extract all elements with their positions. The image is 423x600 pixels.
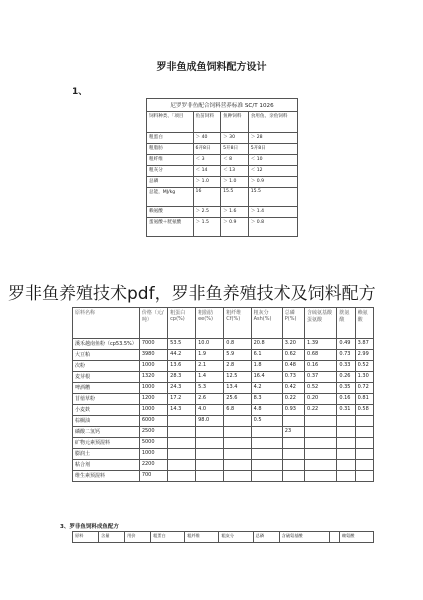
table-cell: 粗脂肪	[147, 144, 194, 155]
table-cell	[282, 438, 304, 449]
table-cell: 7000	[139, 339, 167, 350]
table-header-cell: 粗纤维	[185, 532, 219, 543]
table-cell: 14.3	[168, 405, 196, 416]
table-cell	[305, 460, 337, 471]
table-row	[147, 177, 298, 188]
table-header-row	[73, 532, 374, 543]
table-cell	[337, 416, 355, 427]
table-cell: 麦芽根	[73, 372, 140, 383]
table-cell: 0.72	[355, 383, 373, 394]
table-row	[73, 372, 374, 383]
section-number-1: 1、	[72, 87, 88, 97]
table-header-row	[73, 308, 374, 339]
table-cell: 矿物元素预混料	[73, 438, 140, 449]
table-cell: 4.2	[251, 383, 282, 394]
table-row	[73, 460, 374, 471]
table-cell	[337, 449, 355, 460]
table-cell: 维生素预混料	[73, 471, 140, 482]
table-caption: 尼罗罗非鱼配合饲料营养标准 SC/T 1026	[147, 99, 298, 112]
table-header-cell: 原料名称	[73, 308, 140, 339]
table-cell: 0.52	[305, 383, 337, 394]
table-cell	[168, 427, 196, 438]
table-cell: 53.5	[168, 339, 196, 350]
table-cell: 5.9	[224, 350, 251, 361]
table-cell: 0.5	[251, 416, 282, 427]
table-cell	[168, 416, 196, 427]
table-cell: 0.42	[282, 383, 304, 394]
table-cell: 粗蛋白	[147, 133, 194, 144]
table-row	[73, 416, 374, 427]
table-cell: ＞ 28	[248, 133, 297, 144]
table-cell: ＞ 0.8	[248, 218, 297, 237]
table-cell	[251, 427, 282, 438]
table-cell	[224, 416, 251, 427]
table-header-cell: 胱氨酸	[337, 308, 355, 339]
table-header-cell: 鱼种饲料	[221, 112, 249, 133]
table-cell	[355, 460, 373, 471]
table-cell: 2.99	[355, 350, 373, 361]
table-header-cell: 总磷	[253, 532, 279, 543]
table-cell	[355, 438, 373, 449]
table-header-cell: 食用鱼、亲鱼饲料	[248, 112, 297, 133]
table-cell: 2.1	[196, 361, 224, 372]
table-cell: 1000	[139, 361, 167, 372]
table-cell: 1.9	[196, 350, 224, 361]
table-cell: 1.4	[196, 372, 224, 383]
table-cell	[337, 427, 355, 438]
table-cell: 0.73	[337, 350, 355, 361]
table-cell: 0.22	[305, 405, 337, 416]
table-row	[73, 339, 374, 350]
table-header-cell: 赖氨酸	[339, 532, 373, 543]
table-cell	[168, 460, 196, 471]
table-cell: 3980	[139, 350, 167, 361]
table-cell	[305, 438, 337, 449]
table-cell: 粗灰分	[147, 166, 194, 177]
table-cell: 小麦麸	[73, 405, 140, 416]
table-cell: 1000	[139, 405, 167, 416]
table-cell: 5000	[139, 438, 167, 449]
table-header-cell	[330, 532, 340, 543]
table-cell	[305, 449, 337, 460]
table-cell: 0.68	[305, 350, 337, 361]
table-row	[73, 383, 374, 394]
table-cell: 0.81	[355, 394, 373, 405]
table-cell: 5开8日	[248, 144, 297, 155]
table-cell: 0.16	[305, 361, 337, 372]
table-cell: 0.31	[337, 405, 355, 416]
table-cell: ＞ 1.4	[248, 207, 297, 218]
table-cell: ＜ 8	[221, 155, 249, 166]
table-cell	[305, 416, 337, 427]
table-cell: ＜ 10	[248, 155, 297, 166]
table-cell: 16	[193, 188, 221, 207]
table-cell: 0.49	[337, 339, 355, 350]
table-cell: 1320	[139, 372, 167, 383]
table-cell: 粘合剂	[73, 460, 140, 471]
nutrition-standard-table	[146, 98, 298, 237]
table-cell: 1.30	[355, 372, 373, 383]
table-header-cell: 鱼苗饲料	[193, 112, 221, 133]
table-cell	[251, 471, 282, 482]
table-cell: 28.3	[168, 372, 196, 383]
table-header-cell: 粗蛋白	[151, 532, 185, 543]
table-cell: 17.2	[168, 394, 196, 405]
table-cell: 6000	[139, 416, 167, 427]
ingredient-table	[72, 307, 374, 482]
table-cell: 15.5	[248, 188, 297, 207]
table-cell: 700	[139, 471, 167, 482]
table-row	[147, 207, 298, 218]
table-cell: 3.87	[355, 339, 373, 350]
table-cell	[251, 438, 282, 449]
table-cell: ＜ 13	[221, 166, 249, 177]
table-cell: 溪禾越南鱼粉（cp53.5%）	[73, 339, 140, 350]
table-cell	[168, 449, 196, 460]
table-cell	[251, 460, 282, 471]
table-cell	[305, 471, 337, 482]
table-header-cell: 价格（元/吨）	[139, 308, 167, 339]
table-cell	[337, 438, 355, 449]
table-cell: 24.3	[168, 383, 196, 394]
table-cell: 次粉	[73, 361, 140, 372]
table-cell	[196, 449, 224, 460]
table-cell	[224, 438, 251, 449]
table-cell	[251, 449, 282, 460]
table-cell: ＜ 12	[248, 166, 297, 177]
table-cell	[224, 427, 251, 438]
table-cell: 总磷	[147, 177, 194, 188]
table-cell: 0.35	[337, 383, 355, 394]
table-cell: ＜ 14	[193, 166, 221, 177]
table-row	[73, 405, 374, 416]
table-cell: 2.8	[224, 361, 251, 372]
table-cell: 5.3	[196, 383, 224, 394]
table-cell: ＞ 40	[193, 133, 221, 144]
table-cell	[337, 460, 355, 471]
table-header-cell: 粗纤维Cf(%)	[224, 308, 251, 339]
table-cell: 1200	[139, 394, 167, 405]
table-cell: 12.5	[224, 372, 251, 383]
table-cell: 膨润土	[73, 449, 140, 460]
table-cell	[196, 438, 224, 449]
table-cell: 20.8	[251, 339, 282, 350]
table-cell	[224, 460, 251, 471]
table-header-cell: 含量	[99, 532, 125, 543]
table-header-cell: 总磷P(%)	[282, 308, 304, 339]
table-cell: 5开8日	[221, 144, 249, 155]
table-cell	[305, 427, 337, 438]
table-cell: 2200	[139, 460, 167, 471]
table-row	[73, 361, 374, 372]
table-cell	[337, 471, 355, 482]
table-cell: 13.6	[168, 361, 196, 372]
table-cell	[355, 427, 373, 438]
table-header-cell: 赖氨酸	[355, 308, 373, 339]
table-row	[73, 438, 374, 449]
table-cell	[196, 427, 224, 438]
table-cell	[196, 471, 224, 482]
table-cell: 6.8	[224, 405, 251, 416]
table-cell: ＞ 1.6	[221, 207, 249, 218]
table-cell: 粗纤维	[147, 155, 194, 166]
table-cell: 6.1	[251, 350, 282, 361]
table-cell: 98.0	[196, 416, 224, 427]
table-cell: 赖氨酸	[147, 207, 194, 218]
table-cell: 1000	[139, 449, 167, 460]
table-cell: 0.58	[355, 405, 373, 416]
table-header-cell: 粗脂肪ee(%)	[196, 308, 224, 339]
table-cell: ＞ 30	[221, 133, 249, 144]
table-cell: 2.6	[196, 394, 224, 405]
table-cell	[168, 438, 196, 449]
table-header-cell: 用价	[125, 532, 151, 543]
table-cell	[282, 460, 304, 471]
table-header-cell: 饲料种类、「项目	[147, 112, 194, 133]
table-row	[147, 188, 298, 207]
table-header-cell: 含硫氨基酸	[279, 532, 329, 543]
table-cell: 0.73	[282, 372, 304, 383]
ingredient-table-body	[73, 339, 374, 482]
table-header-cell: 原料	[73, 532, 99, 543]
table-cell	[282, 416, 304, 427]
table-cell: 0.8	[224, 339, 251, 350]
table-cell: 0.26	[337, 372, 355, 383]
table-cell: 1.8	[251, 361, 282, 372]
table-cell: 25.6	[224, 394, 251, 405]
table-cell: 0.22	[282, 394, 304, 405]
table-cell: 0.48	[282, 361, 304, 372]
table-cell: 0.93	[282, 405, 304, 416]
table-cell: 蛋氨酸＋胱氨酸	[147, 218, 194, 237]
table-cell: 2500	[139, 427, 167, 438]
table-cell: 4.8	[251, 405, 282, 416]
table-cell: ＞ 1.5	[193, 218, 221, 237]
table-cell	[355, 471, 373, 482]
section-number-3: 3、罗非鱼饲料成鱼配方	[60, 524, 119, 530]
table-cell: 大豆粕	[73, 350, 140, 361]
table-cell: 总能，MJ/kg	[147, 188, 194, 207]
table-header-cell: 粗灰分Ash(%)	[251, 308, 282, 339]
table-cell	[355, 449, 373, 460]
table-row	[147, 218, 298, 237]
table-cell	[168, 471, 196, 482]
table-cell: 15.5	[221, 188, 249, 207]
table-cell: 44.2	[168, 350, 196, 361]
table-cell: 啤酒糟	[73, 383, 140, 394]
table-cell: 0.20	[305, 394, 337, 405]
table-cell: 10.0	[196, 339, 224, 350]
table-cell: ＞ 0.9	[221, 218, 249, 237]
table-cell: ＞ 0.9	[248, 177, 297, 188]
table-cell: 16.4	[251, 372, 282, 383]
table-cell	[355, 416, 373, 427]
table-cell: 4.0	[196, 405, 224, 416]
table-cell: 6开8日	[193, 144, 221, 155]
table-cell: 磷酸二氢钙	[73, 427, 140, 438]
table-cell: 0.37	[305, 372, 337, 383]
table-cell: 0.62	[282, 350, 304, 361]
table-cell: 苜蓿草粉	[73, 394, 140, 405]
table-cell: 0.16	[337, 394, 355, 405]
table-cell: 13.4	[224, 383, 251, 394]
table-cell	[196, 460, 224, 471]
table-row	[73, 394, 374, 405]
table-cell: 3.20	[282, 339, 304, 350]
table-row	[147, 155, 298, 166]
table-cell	[282, 449, 304, 460]
formula-table	[72, 531, 374, 543]
table-cell	[224, 449, 251, 460]
table-cell: 棕榈油	[73, 416, 140, 427]
table-row	[147, 133, 298, 144]
table-row	[147, 166, 298, 177]
table-cell	[224, 471, 251, 482]
table-cell: 0.33	[337, 361, 355, 372]
table-row	[73, 449, 374, 460]
table-cell: 0.52	[355, 361, 373, 372]
table-header-cell: 粗蛋白cp(%)	[168, 308, 196, 339]
overlay-title: 罗非鱼养殖技术pdf，罗非鱼养殖技术及饲料配方	[8, 284, 420, 305]
table-row	[73, 350, 374, 361]
table-cell	[282, 471, 304, 482]
table-cell: 1.39	[305, 339, 337, 350]
document-title: 罗非鱼成鱼饲料配方设计	[156, 62, 267, 73]
table-cell: ＞ 1.0	[221, 177, 249, 188]
table-cell: ＞ 2.5	[193, 207, 221, 218]
table-row	[73, 471, 374, 482]
table-cell: 1000	[139, 383, 167, 394]
table-cell: ＞ 1.0	[193, 177, 221, 188]
table-header-cell: 粗灰分	[219, 532, 253, 543]
table-cell: 8.3	[251, 394, 282, 405]
table-row	[147, 144, 298, 155]
table-cell: ＜ 3	[193, 155, 221, 166]
table-row	[73, 427, 374, 438]
table-header-cell: 含硫氨基酸蛋氨酸	[305, 308, 337, 339]
table-cell: 23	[282, 427, 304, 438]
